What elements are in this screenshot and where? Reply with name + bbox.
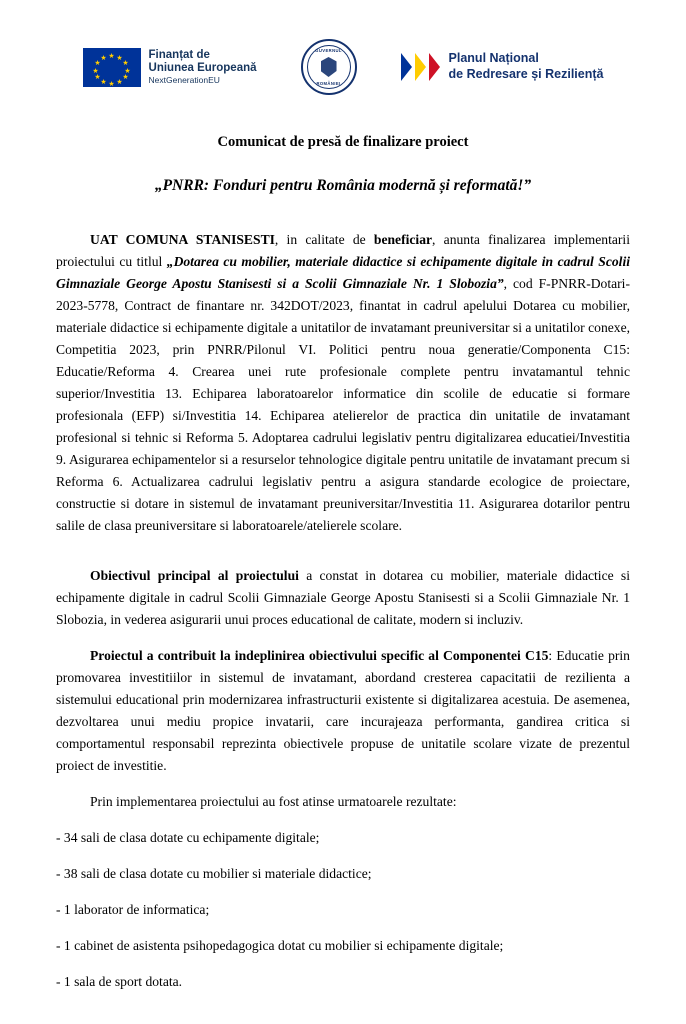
- list-item: - 1 laborator de informatica;: [56, 902, 210, 918]
- spacer: [56, 551, 630, 565]
- p1-bold2: beneficiar: [373, 232, 433, 247]
- p3-text1: : Educatie prin promovarea investitiilor in sistemul de invatamant, abordand cresterea capacitatii de rezilienta a sistemului educational prin modernizarea infrastructurii existente si digitalizarea acestuia. De asemenea, dezvoltarea unui mediu propice invatarii, care incurajeaza performanta, gandirea critica si comportamentul responsabil reprezinta obiectivele propuse de unitatile scolare vizate de prezentul proiect de investitie.: [56, 648, 630, 774]
- project-title: „Dotarea cu mobilier, materiale didactice si echipamente digitale in cadrul Scolii Gimnaziale George Apostu Stanisesti si a Scolii Gimnaziale Nr. 1 Slobozia”: [56, 254, 630, 292]
- eu-flag-icon: ★ ★ ★ ★ ★ ★ ★ ★ ★ ★ ★ ★: [83, 48, 141, 87]
- p1-text2: , anunta finalizarea implementarii proiectului cu titlul: [56, 232, 630, 270]
- beneficiary-name: UAT COMUNA STANISESTI: [90, 232, 275, 247]
- list-item: - 1 cabinet de asistenta psihopedagogica dotat cu mobilier si echipamente digitale;: [56, 938, 504, 954]
- eu-funding-logo: [83, 48, 257, 87]
- paragraph-objective: [56, 565, 630, 631]
- p2-text1: a constat in dotarea cu mobilier, materiale didactice si echipamente digitale in cadrul Scolii Gimnaziale George Apostu Stanisesti si a Scolii Gimnaziale Nr. 1 Slobozia, in vederea asigurarii unui proces educational de calitate, modern si incluziv.: [56, 568, 630, 628]
- eu-logo-line2: Uniunea Europeană: [148, 61, 257, 74]
- p3-bold1: Proiectul a contribuit la indeplinirea obiectivului specific al: [90, 648, 444, 664]
- seal-emblem-icon: [321, 57, 337, 77]
- romania-government-seal-icon: [301, 39, 357, 95]
- eu-logo-text: [149, 49, 257, 85]
- pnrr-logo-line2: de Redresare și Reziliență: [448, 67, 604, 81]
- pnrr-brand-logo: [401, 51, 604, 82]
- document-title: Comunicat de presă de finalizare proiect: [217, 134, 469, 150]
- eu-logo-line3: NextGenerationEU: [148, 74, 220, 85]
- results-intro: Prin implementarea proiectului au fost atinse urmatoarele rezultate:: [90, 794, 457, 810]
- paragraph-intro: [56, 229, 630, 537]
- p2-bold1: Obiectivul principal al proiectului: [90, 568, 299, 584]
- results-list: [56, 827, 630, 993]
- pnrr-logo-text: [449, 51, 604, 82]
- p1-text3: , cod F-PNRR-Dotari-2023-5778, Contract de finantare nr. 342DOT/2023, finantat in cadrul apelului Dotarea cu mobilier, materiale didactice si echipamente digitale a unitatilor de invatamant preuniversitar si a unitatilor conexe, Competitia 2023, prin PNRR/Pilonul VI. Politici pentru noua generatie/Componenta C15: Educatie/Reforma 4. Crearea unei rute profesionale complete pentru invatamantul tehnic superior/Investitia 13. Echiparea laboratoarelor informatice din scolile de educatie si formare profesionala (EFP) si/Investitia 14. Echiparea atelierelor de practica din unitatile de invatamant profesional si tehnic si Reforma 5. Adoptarea cadrului legislativ pentru digitalizarea educatiei/Investitia 9. Asigurarea echipamentelor si a resurselor tehnologice digitale pentru unitatile de invatamant precum si Reforma 6. Actualizarea cadrului legislativ pentru a asigura standarde ecologice de proiectare, constructie si dotare in sistemul de invatamant preuniversitar/Investitia 11. Asigurarea dotarilor pentru salile de clasa preuniversitare si laboratoarele/atelierele scolare.: [56, 276, 630, 534]
- list-item: - 1 sala de sport dotata.: [56, 974, 183, 990]
- pnrr-chevron-icon: [401, 53, 440, 81]
- list-item: - 38 sali de clasa dotate cu mobilier si materiale didactice;: [56, 866, 372, 882]
- p3-bold2: Componentei C15: [443, 648, 549, 664]
- p1-text1: , in calitate de: [274, 232, 374, 247]
- pnrr-logo-line1: Planul Național: [448, 51, 539, 66]
- seal-bottom-text: ROMÂNIEI: [316, 81, 341, 86]
- document-subtitle: „PNRR: Fonduri pentru România modernă și reformată!”: [154, 177, 532, 194]
- logo-bar: [56, 38, 630, 96]
- paragraph-component: [56, 645, 630, 777]
- seal-top-text: GUVERNUL: [315, 48, 342, 53]
- eu-logo-line1: Finanțat de: [148, 48, 210, 61]
- document-body: [56, 229, 630, 993]
- list-item: - 34 sali de clasa dotate cu echipamente digitale;: [56, 830, 320, 846]
